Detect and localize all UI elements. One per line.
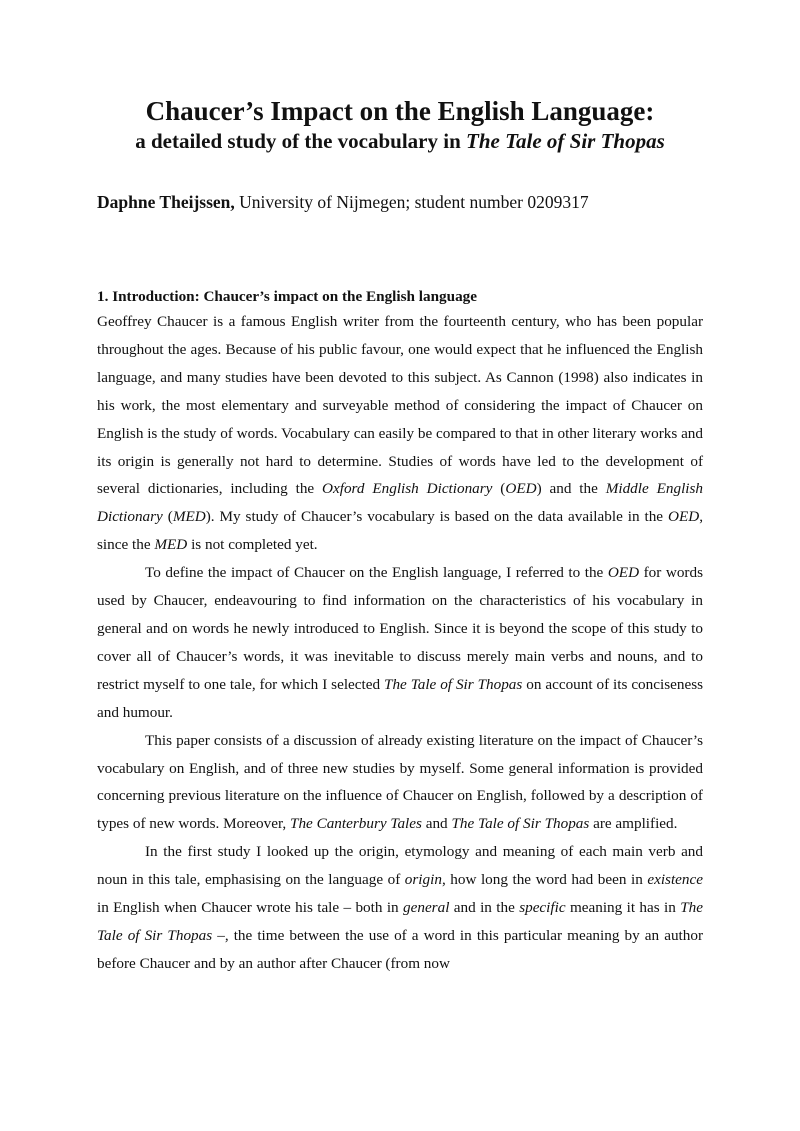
author-affiliation: University of Nijmegen; student number 0209317: [234, 192, 589, 212]
page-title: Chaucer’s Impact on the English Language:: [145, 96, 655, 126]
title-block: [0, 95, 800, 155]
italic-run: The Tale of Sir Thopas: [384, 675, 523, 693]
text-run: Geoffrey Chaucer is a famous English writer from the fourteenth century, who has been popular throughout the ages. Because of his public favour, one would expect that he influenced the English language, and many studies have been devoted to this subject. As Cannon (1998) also indicates in his work, the most elementary and surveyable method of considering the impact of Chaucer on English is the study of words. Vocabulary can easily be compared to that in other literary works and its origin is generally not hard to determine. Studies of words have led to the development of several dictionaries, including the: [97, 313, 703, 498]
italic-run: Middle English Dictionary: [97, 480, 704, 526]
text-run: ). My study of Chaucer’s vocabulary is based on the data available in the: [205, 508, 668, 526]
text-run: , since the: [97, 508, 703, 554]
subtitle-text: a detailed study of the vocabulary in: [135, 129, 467, 153]
italic-run: existence: [647, 871, 703, 889]
text-run: This paper consists of a discussion of already existing literature on the impact of Chaucer’s vocabulary on English, and of three new studies by myself. Some general information is provided concerning previous literature on the influence of Chaucer on English, followed by a description of types of new words. Moreover,: [97, 731, 703, 833]
text-run: ) and the: [536, 480, 606, 498]
page-subtitle: [0, 127, 800, 155]
paragraph-1: [97, 308, 703, 559]
text-run: in English when Chaucer wrote his tale – both in: [97, 899, 404, 917]
italic-run: MED: [154, 536, 188, 554]
author-line: [97, 190, 589, 214]
text-run: (: [492, 480, 506, 498]
text-run: and in the: [449, 899, 520, 917]
text-run: (: [162, 508, 173, 526]
text-run: In the first study I looked up the origin, etymology and meaning of each main verb and noun in this tale, emphasising on the language of: [97, 843, 703, 889]
italic-run: The Canterbury Tales: [290, 815, 422, 833]
body-text: [97, 286, 703, 978]
text-run: on account of its conciseness and humour.: [97, 675, 704, 721]
italic-run: The Tale of Sir Thopas: [97, 899, 703, 944]
paragraph-3: [97, 727, 703, 839]
text-run: are amplified.: [589, 815, 678, 833]
italic-run: general: [403, 899, 450, 917]
text-run: To define the impact of Chaucer on the English language, I referred to the: [145, 564, 608, 582]
italic-run: OED: [607, 564, 640, 582]
italic-run: OED: [667, 508, 700, 526]
text-run: and: [421, 815, 452, 833]
paragraph-4: [97, 838, 703, 978]
italic-run: MED: [172, 508, 206, 526]
section-heading: 1. Introduction: Chaucer’s impact on the English language: [97, 288, 477, 305]
paragraph-2: [97, 559, 703, 726]
author-name: Daphne Theijssen,: [97, 192, 235, 212]
subtitle-work-title: The Tale of Sir Thopas: [466, 129, 665, 153]
text-run: –, the time between the use of a word in this particular meaning by an author before Chaucer and by an author after Chaucer (from now: [97, 926, 704, 972]
italic-run: The Tale of Sir Thopas: [451, 815, 590, 833]
text-run: , how long the word had been in: [441, 871, 648, 889]
italic-run: origin: [404, 871, 442, 889]
italic-run: Oxford English Dictionary: [322, 480, 493, 498]
text-run: for words used by Chaucer, endeavouring to find information on the characteristics of his vocabulary in general and on words he newly introduced to English. Since it is beyond the scope of this study to cover all of Chaucer’s words, it was inevitable to discuss merely main verbs and nouns, and to restrict myself to one tale, for which I selected: [97, 564, 703, 693]
text-run: is not completed yet.: [187, 536, 318, 554]
italic-run: OED: [505, 480, 537, 498]
text-run: meaning it has in: [565, 899, 681, 917]
italic-run: specific: [519, 899, 566, 917]
